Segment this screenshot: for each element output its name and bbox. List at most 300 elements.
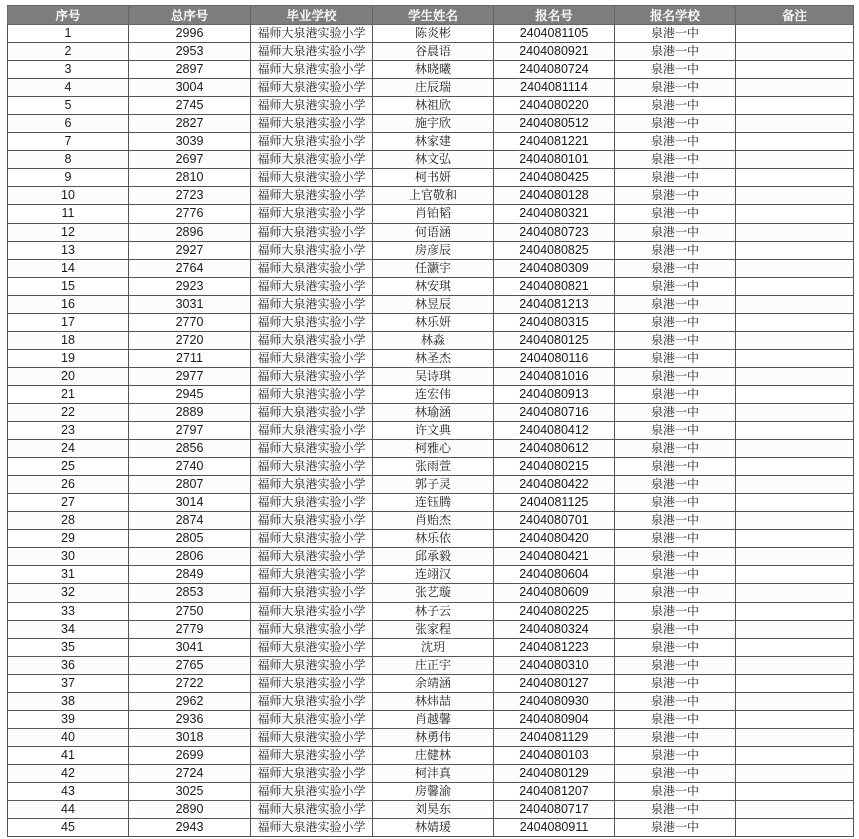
cell-remarks bbox=[736, 403, 854, 421]
cell-registration-number: 2404081105 bbox=[494, 25, 615, 43]
cell-applied-school: 泉港一中 bbox=[615, 97, 736, 115]
cell-student-name: 林淼 bbox=[373, 331, 494, 349]
cell-student-name: 余靖涵 bbox=[373, 674, 494, 692]
cell-graduated-school: 福师大泉港实验小学 bbox=[251, 115, 373, 133]
cell-index: 32 bbox=[8, 584, 129, 602]
cell-index: 41 bbox=[8, 746, 129, 764]
cell-student-name: 邱承毅 bbox=[373, 548, 494, 566]
cell-student-name: 任灏宇 bbox=[373, 259, 494, 277]
cell-index: 19 bbox=[8, 349, 129, 367]
cell-applied-school: 泉港一中 bbox=[615, 367, 736, 385]
cell-applied-school: 泉港一中 bbox=[615, 115, 736, 133]
cell-registration-number: 2404080911 bbox=[494, 819, 615, 837]
cell-applied-school: 泉港一中 bbox=[615, 476, 736, 494]
cell-remarks bbox=[736, 115, 854, 133]
cell-total-index: 2807 bbox=[129, 476, 251, 494]
cell-registration-number: 2404080127 bbox=[494, 674, 615, 692]
cell-index: 5 bbox=[8, 97, 129, 115]
header-student-name: 学生姓名 bbox=[373, 6, 494, 25]
cell-index: 30 bbox=[8, 548, 129, 566]
cell-remarks bbox=[736, 295, 854, 313]
cell-total-index: 2827 bbox=[129, 115, 251, 133]
cell-registration-number: 2404080604 bbox=[494, 566, 615, 584]
cell-index: 40 bbox=[8, 728, 129, 746]
cell-index: 23 bbox=[8, 422, 129, 440]
cell-applied-school: 泉港一中 bbox=[615, 674, 736, 692]
cell-total-index: 2853 bbox=[129, 584, 251, 602]
cell-total-index: 2890 bbox=[129, 801, 251, 819]
cell-remarks bbox=[736, 349, 854, 367]
cell-total-index: 3004 bbox=[129, 79, 251, 97]
cell-remarks bbox=[736, 187, 854, 205]
cell-graduated-school: 福师大泉港实验小学 bbox=[251, 313, 373, 331]
cell-graduated-school: 福师大泉港实验小学 bbox=[251, 602, 373, 620]
cell-index: 18 bbox=[8, 331, 129, 349]
table-row bbox=[8, 422, 854, 440]
cell-total-index: 3031 bbox=[129, 295, 251, 313]
header-total-index: 总序号 bbox=[129, 6, 251, 25]
cell-applied-school: 泉港一中 bbox=[615, 692, 736, 710]
cell-remarks bbox=[736, 764, 854, 782]
cell-total-index: 3041 bbox=[129, 638, 251, 656]
cell-total-index: 2724 bbox=[129, 764, 251, 782]
cell-index: 24 bbox=[8, 440, 129, 458]
cell-registration-number: 2404080215 bbox=[494, 458, 615, 476]
cell-index: 43 bbox=[8, 782, 129, 800]
cell-student-name: 房馨渝 bbox=[373, 782, 494, 800]
cell-student-name: 庄正宇 bbox=[373, 656, 494, 674]
cell-applied-school: 泉港一中 bbox=[615, 223, 736, 241]
cell-remarks bbox=[736, 548, 854, 566]
cell-registration-number: 2404080315 bbox=[494, 313, 615, 331]
cell-registration-number: 2404080321 bbox=[494, 205, 615, 223]
cell-student-name: 庄健林 bbox=[373, 746, 494, 764]
cell-applied-school: 泉港一中 bbox=[615, 728, 736, 746]
cell-registration-number: 2404080512 bbox=[494, 115, 615, 133]
cell-student-name: 刘昊东 bbox=[373, 801, 494, 819]
cell-student-name: 张雨萱 bbox=[373, 458, 494, 476]
cell-remarks bbox=[736, 25, 854, 43]
cell-applied-school: 泉港一中 bbox=[615, 79, 736, 97]
cell-total-index: 2953 bbox=[129, 43, 251, 61]
cell-graduated-school: 福师大泉港实验小学 bbox=[251, 782, 373, 800]
table-row bbox=[8, 710, 854, 728]
cell-remarks bbox=[736, 530, 854, 548]
cell-registration-number: 2404081213 bbox=[494, 295, 615, 313]
header-graduated-school: 毕业学校 bbox=[251, 6, 373, 25]
cell-remarks bbox=[736, 79, 854, 97]
cell-graduated-school: 福师大泉港实验小学 bbox=[251, 476, 373, 494]
cell-student-name: 连钰腾 bbox=[373, 494, 494, 512]
table-body bbox=[8, 25, 854, 837]
cell-student-name: 房彦辰 bbox=[373, 241, 494, 259]
cell-applied-school: 泉港一中 bbox=[615, 494, 736, 512]
cell-applied-school: 泉港一中 bbox=[615, 241, 736, 259]
cell-registration-number: 2404080612 bbox=[494, 440, 615, 458]
table-row bbox=[8, 746, 854, 764]
cell-student-name: 林瑜涵 bbox=[373, 403, 494, 421]
cell-remarks bbox=[736, 710, 854, 728]
cell-registration-number: 2404080324 bbox=[494, 620, 615, 638]
cell-graduated-school: 福师大泉港实验小学 bbox=[251, 241, 373, 259]
cell-student-name: 林家建 bbox=[373, 133, 494, 151]
cell-total-index: 2745 bbox=[129, 97, 251, 115]
cell-registration-number: 2404080717 bbox=[494, 801, 615, 819]
cell-registration-number: 2404080412 bbox=[494, 422, 615, 440]
cell-applied-school: 泉港一中 bbox=[615, 764, 736, 782]
cell-index: 6 bbox=[8, 115, 129, 133]
cell-registration-number: 2404080825 bbox=[494, 241, 615, 259]
cell-registration-number: 2404080913 bbox=[494, 385, 615, 403]
cell-index: 14 bbox=[8, 259, 129, 277]
cell-index: 44 bbox=[8, 801, 129, 819]
table-row bbox=[8, 620, 854, 638]
cell-remarks bbox=[736, 512, 854, 530]
cell-student-name: 柯沣真 bbox=[373, 764, 494, 782]
cell-remarks bbox=[736, 169, 854, 187]
table-row bbox=[8, 151, 854, 169]
cell-graduated-school: 福师大泉港实验小学 bbox=[251, 277, 373, 295]
cell-student-name: 吴诗琪 bbox=[373, 367, 494, 385]
cell-remarks bbox=[736, 819, 854, 837]
cell-remarks bbox=[736, 566, 854, 584]
table-row bbox=[8, 819, 854, 837]
table-row bbox=[8, 512, 854, 530]
table-row bbox=[8, 385, 854, 403]
cell-registration-number: 2404081129 bbox=[494, 728, 615, 746]
cell-remarks bbox=[736, 440, 854, 458]
cell-applied-school: 泉港一中 bbox=[615, 385, 736, 403]
cell-registration-number: 2404080129 bbox=[494, 764, 615, 782]
cell-index: 2 bbox=[8, 43, 129, 61]
cell-index: 45 bbox=[8, 819, 129, 837]
header-index: 序号 bbox=[8, 6, 129, 25]
cell-index: 36 bbox=[8, 656, 129, 674]
cell-index: 12 bbox=[8, 223, 129, 241]
cell-remarks bbox=[736, 674, 854, 692]
table-row bbox=[8, 440, 854, 458]
table-row bbox=[8, 602, 854, 620]
cell-registration-number: 2404080309 bbox=[494, 259, 615, 277]
cell-registration-number: 2404081223 bbox=[494, 638, 615, 656]
cell-student-name: 郭子灵 bbox=[373, 476, 494, 494]
cell-remarks bbox=[736, 367, 854, 385]
cell-applied-school: 泉港一中 bbox=[615, 548, 736, 566]
cell-graduated-school: 福师大泉港实验小学 bbox=[251, 205, 373, 223]
cell-index: 28 bbox=[8, 512, 129, 530]
table-row bbox=[8, 331, 854, 349]
cell-applied-school: 泉港一中 bbox=[615, 277, 736, 295]
table-row bbox=[8, 458, 854, 476]
cell-graduated-school: 福师大泉港实验小学 bbox=[251, 133, 373, 151]
cell-index: 4 bbox=[8, 79, 129, 97]
cell-student-name: 柯雅心 bbox=[373, 440, 494, 458]
cell-registration-number: 2404080716 bbox=[494, 403, 615, 421]
cell-student-name: 谷晨语 bbox=[373, 43, 494, 61]
cell-remarks bbox=[736, 151, 854, 169]
cell-index: 10 bbox=[8, 187, 129, 205]
cell-registration-number: 2404080921 bbox=[494, 43, 615, 61]
cell-remarks bbox=[736, 385, 854, 403]
cell-remarks bbox=[736, 638, 854, 656]
cell-index: 21 bbox=[8, 385, 129, 403]
table-row bbox=[8, 169, 854, 187]
cell-graduated-school: 福师大泉港实验小学 bbox=[251, 801, 373, 819]
cell-student-name: 林子云 bbox=[373, 602, 494, 620]
header-row bbox=[8, 6, 854, 25]
cell-student-name: 连宏伟 bbox=[373, 385, 494, 403]
cell-graduated-school: 福师大泉港实验小学 bbox=[251, 530, 373, 548]
cell-total-index: 2962 bbox=[129, 692, 251, 710]
cell-student-name: 林祖欣 bbox=[373, 97, 494, 115]
cell-student-name: 张家程 bbox=[373, 620, 494, 638]
table-row bbox=[8, 764, 854, 782]
cell-remarks bbox=[736, 728, 854, 746]
cell-total-index: 2722 bbox=[129, 674, 251, 692]
cell-registration-number: 2404080420 bbox=[494, 530, 615, 548]
cell-registration-number: 2404080723 bbox=[494, 223, 615, 241]
cell-total-index: 2697 bbox=[129, 151, 251, 169]
cell-total-index: 2805 bbox=[129, 530, 251, 548]
cell-student-name: 庄辰瑞 bbox=[373, 79, 494, 97]
table-row bbox=[8, 223, 854, 241]
cell-graduated-school: 福师大泉港实验小学 bbox=[251, 79, 373, 97]
cell-remarks bbox=[736, 656, 854, 674]
cell-registration-number: 2404080425 bbox=[494, 169, 615, 187]
table-row bbox=[8, 349, 854, 367]
cell-remarks bbox=[736, 205, 854, 223]
cell-index: 20 bbox=[8, 367, 129, 385]
cell-applied-school: 泉港一中 bbox=[615, 349, 736, 367]
cell-student-name: 张艺璇 bbox=[373, 584, 494, 602]
cell-applied-school: 泉港一中 bbox=[615, 710, 736, 728]
cell-total-index: 2936 bbox=[129, 710, 251, 728]
cell-graduated-school: 福师大泉港实验小学 bbox=[251, 97, 373, 115]
cell-registration-number: 2404081016 bbox=[494, 367, 615, 385]
cell-remarks bbox=[736, 241, 854, 259]
cell-graduated-school: 福师大泉港实验小学 bbox=[251, 638, 373, 656]
cell-total-index: 2699 bbox=[129, 746, 251, 764]
table-container bbox=[7, 5, 853, 837]
cell-student-name: 林炜喆 bbox=[373, 692, 494, 710]
cell-registration-number: 2404081221 bbox=[494, 133, 615, 151]
cell-graduated-school: 福师大泉港实验小学 bbox=[251, 494, 373, 512]
cell-total-index: 2764 bbox=[129, 259, 251, 277]
cell-total-index: 3025 bbox=[129, 782, 251, 800]
table-row bbox=[8, 367, 854, 385]
cell-applied-school: 泉港一中 bbox=[615, 422, 736, 440]
cell-index: 17 bbox=[8, 313, 129, 331]
cell-graduated-school: 福师大泉港实验小学 bbox=[251, 746, 373, 764]
cell-total-index: 2896 bbox=[129, 223, 251, 241]
table-row bbox=[8, 313, 854, 331]
cell-applied-school: 泉港一中 bbox=[615, 801, 736, 819]
cell-graduated-school: 福师大泉港实验小学 bbox=[251, 656, 373, 674]
cell-applied-school: 泉港一中 bbox=[615, 25, 736, 43]
cell-student-name: 林文弘 bbox=[373, 151, 494, 169]
table-row bbox=[8, 494, 854, 512]
cell-graduated-school: 福师大泉港实验小学 bbox=[251, 674, 373, 692]
cell-total-index: 3039 bbox=[129, 133, 251, 151]
table-row bbox=[8, 548, 854, 566]
header-remarks: 备注 bbox=[736, 6, 854, 25]
cell-index: 31 bbox=[8, 566, 129, 584]
cell-total-index: 2856 bbox=[129, 440, 251, 458]
cell-total-index: 2874 bbox=[129, 512, 251, 530]
cell-graduated-school: 福师大泉港实验小学 bbox=[251, 566, 373, 584]
table-row bbox=[8, 97, 854, 115]
cell-student-name: 林勇伟 bbox=[373, 728, 494, 746]
cell-applied-school: 泉港一中 bbox=[615, 403, 736, 421]
cell-applied-school: 泉港一中 bbox=[615, 458, 736, 476]
table-row bbox=[8, 133, 854, 151]
cell-student-name: 上官敬和 bbox=[373, 187, 494, 205]
cell-registration-number: 2404080225 bbox=[494, 602, 615, 620]
table-row bbox=[8, 277, 854, 295]
table-row bbox=[8, 25, 854, 43]
cell-applied-school: 泉港一中 bbox=[615, 638, 736, 656]
cell-registration-number: 2404080724 bbox=[494, 61, 615, 79]
cell-student-name: 施宇欣 bbox=[373, 115, 494, 133]
cell-index: 25 bbox=[8, 458, 129, 476]
cell-applied-school: 泉港一中 bbox=[615, 566, 736, 584]
cell-registration-number: 2404080609 bbox=[494, 584, 615, 602]
cell-applied-school: 泉港一中 bbox=[615, 295, 736, 313]
table-row bbox=[8, 692, 854, 710]
cell-index: 8 bbox=[8, 151, 129, 169]
cell-graduated-school: 福师大泉港实验小学 bbox=[251, 422, 373, 440]
cell-total-index: 2776 bbox=[129, 205, 251, 223]
cell-remarks bbox=[736, 494, 854, 512]
cell-remarks bbox=[736, 331, 854, 349]
cell-index: 11 bbox=[8, 205, 129, 223]
cell-applied-school: 泉港一中 bbox=[615, 61, 736, 79]
cell-student-name: 林晓曦 bbox=[373, 61, 494, 79]
cell-graduated-school: 福师大泉港实验小学 bbox=[251, 43, 373, 61]
table-row bbox=[8, 295, 854, 313]
cell-student-name: 陈炎彬 bbox=[373, 25, 494, 43]
table-row bbox=[8, 403, 854, 421]
cell-applied-school: 泉港一中 bbox=[615, 530, 736, 548]
cell-graduated-school: 福师大泉港实验小学 bbox=[251, 620, 373, 638]
cell-registration-number: 2404080125 bbox=[494, 331, 615, 349]
cell-applied-school: 泉港一中 bbox=[615, 512, 736, 530]
cell-index: 22 bbox=[8, 403, 129, 421]
cell-student-name: 沈玥 bbox=[373, 638, 494, 656]
table-row bbox=[8, 476, 854, 494]
cell-index: 9 bbox=[8, 169, 129, 187]
cell-remarks bbox=[736, 602, 854, 620]
cell-remarks bbox=[736, 746, 854, 764]
cell-total-index: 2996 bbox=[129, 25, 251, 43]
cell-index: 16 bbox=[8, 295, 129, 313]
cell-remarks bbox=[736, 782, 854, 800]
cell-graduated-school: 福师大泉港实验小学 bbox=[251, 367, 373, 385]
cell-graduated-school: 福师大泉港实验小学 bbox=[251, 169, 373, 187]
cell-total-index: 2923 bbox=[129, 277, 251, 295]
cell-remarks bbox=[736, 223, 854, 241]
table-row bbox=[8, 674, 854, 692]
cell-applied-school: 泉港一中 bbox=[615, 331, 736, 349]
cell-total-index: 2889 bbox=[129, 403, 251, 421]
cell-student-name: 林乐依 bbox=[373, 530, 494, 548]
cell-registration-number: 2404080128 bbox=[494, 187, 615, 205]
cell-index: 38 bbox=[8, 692, 129, 710]
cell-graduated-school: 福师大泉港实验小学 bbox=[251, 385, 373, 403]
table-row bbox=[8, 801, 854, 819]
cell-remarks bbox=[736, 133, 854, 151]
cell-registration-number: 2404080220 bbox=[494, 97, 615, 115]
table-row bbox=[8, 566, 854, 584]
cell-applied-school: 泉港一中 bbox=[615, 43, 736, 61]
cell-total-index: 2779 bbox=[129, 620, 251, 638]
header-registration-number: 报名号 bbox=[494, 6, 615, 25]
cell-total-index: 2806 bbox=[129, 548, 251, 566]
cell-applied-school: 泉港一中 bbox=[615, 584, 736, 602]
cell-remarks bbox=[736, 61, 854, 79]
cell-total-index: 2750 bbox=[129, 602, 251, 620]
cell-total-index: 2945 bbox=[129, 385, 251, 403]
table-row bbox=[8, 61, 854, 79]
cell-index: 13 bbox=[8, 241, 129, 259]
cell-index: 39 bbox=[8, 710, 129, 728]
cell-graduated-school: 福师大泉港实验小学 bbox=[251, 295, 373, 313]
table-row bbox=[8, 43, 854, 61]
table-row bbox=[8, 241, 854, 259]
cell-student-name: 连翊汉 bbox=[373, 566, 494, 584]
cell-graduated-school: 福师大泉港实验小学 bbox=[251, 403, 373, 421]
cell-remarks bbox=[736, 259, 854, 277]
cell-remarks bbox=[736, 476, 854, 494]
cell-registration-number: 2404080821 bbox=[494, 277, 615, 295]
cell-index: 29 bbox=[8, 530, 129, 548]
cell-applied-school: 泉港一中 bbox=[615, 313, 736, 331]
cell-total-index: 2711 bbox=[129, 349, 251, 367]
table-row bbox=[8, 79, 854, 97]
cell-total-index: 2977 bbox=[129, 367, 251, 385]
cell-student-name: 许文典 bbox=[373, 422, 494, 440]
cell-applied-school: 泉港一中 bbox=[615, 187, 736, 205]
cell-applied-school: 泉港一中 bbox=[615, 133, 736, 151]
cell-graduated-school: 福师大泉港实验小学 bbox=[251, 728, 373, 746]
cell-graduated-school: 福师大泉港实验小学 bbox=[251, 440, 373, 458]
cell-remarks bbox=[736, 584, 854, 602]
cell-index: 42 bbox=[8, 764, 129, 782]
cell-index: 34 bbox=[8, 620, 129, 638]
cell-registration-number: 2404080904 bbox=[494, 710, 615, 728]
cell-total-index: 3018 bbox=[129, 728, 251, 746]
cell-total-index: 2849 bbox=[129, 566, 251, 584]
cell-graduated-school: 福师大泉港实验小学 bbox=[251, 584, 373, 602]
cell-registration-number: 2404080930 bbox=[494, 692, 615, 710]
cell-index: 7 bbox=[8, 133, 129, 151]
cell-registration-number: 2404080310 bbox=[494, 656, 615, 674]
cell-graduated-school: 福师大泉港实验小学 bbox=[251, 61, 373, 79]
cell-applied-school: 泉港一中 bbox=[615, 602, 736, 620]
cell-student-name: 林昱辰 bbox=[373, 295, 494, 313]
cell-remarks bbox=[736, 458, 854, 476]
table-row bbox=[8, 530, 854, 548]
table-row bbox=[8, 638, 854, 656]
cell-remarks bbox=[736, 692, 854, 710]
cell-applied-school: 泉港一中 bbox=[615, 819, 736, 837]
cell-applied-school: 泉港一中 bbox=[615, 259, 736, 277]
table-row bbox=[8, 656, 854, 674]
cell-registration-number: 2404080116 bbox=[494, 349, 615, 367]
cell-graduated-school: 福师大泉港实验小学 bbox=[251, 223, 373, 241]
cell-graduated-school: 福师大泉港实验小学 bbox=[251, 349, 373, 367]
cell-index: 3 bbox=[8, 61, 129, 79]
